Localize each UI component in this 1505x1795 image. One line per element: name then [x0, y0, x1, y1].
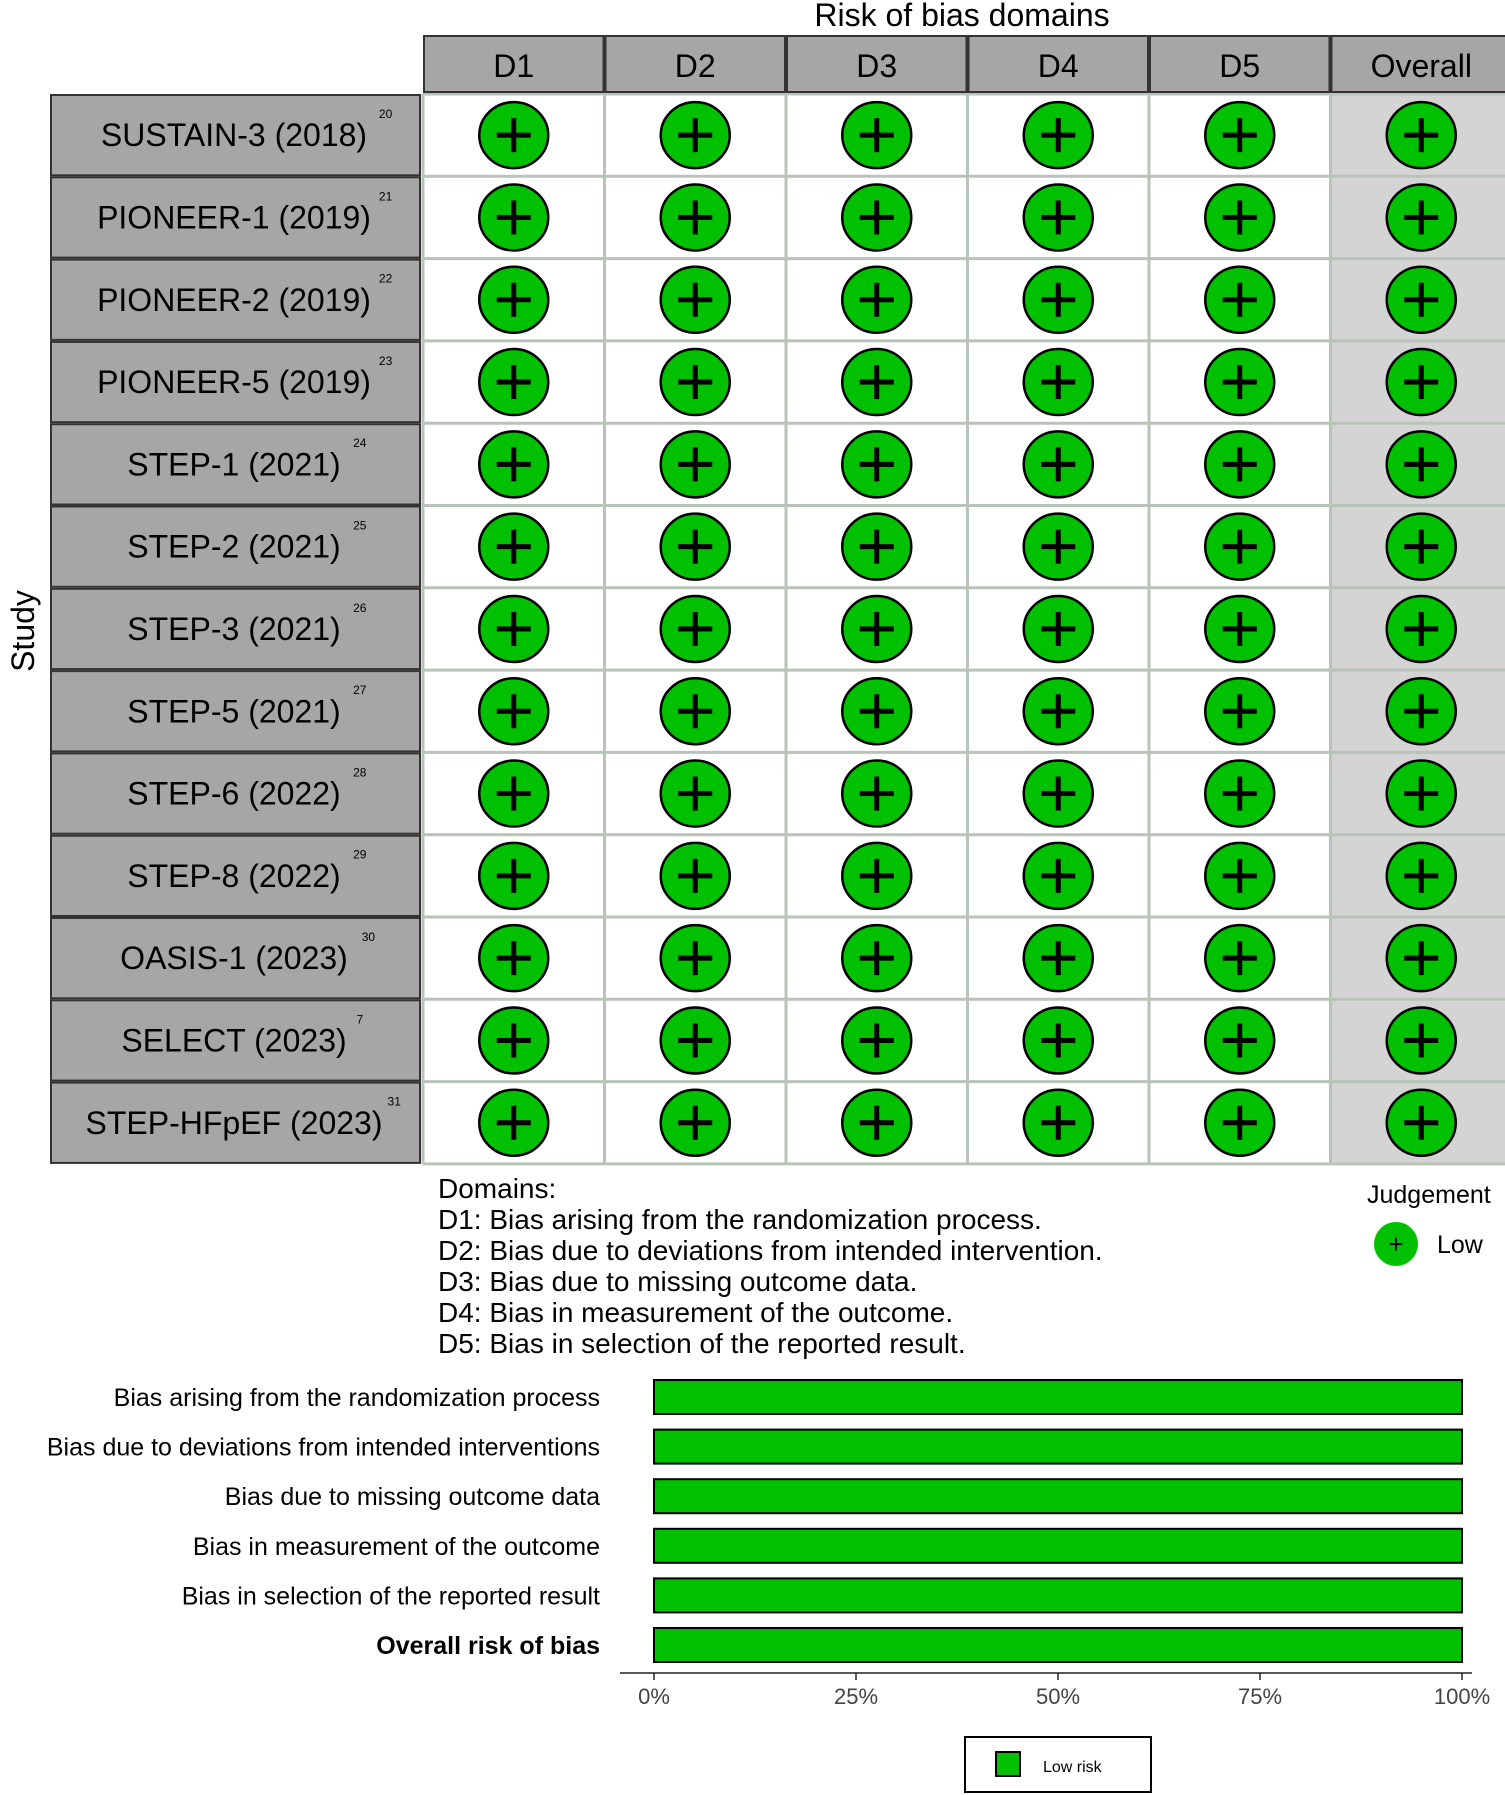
judgement-low-icon: [1205, 349, 1274, 415]
plus-vertical-stroke: [693, 777, 698, 811]
plus-vertical-stroke: [1419, 283, 1424, 317]
plus-vertical-stroke: [874, 447, 879, 481]
study-label: SUSTAIN-3 (2018): [100, 117, 368, 154]
plus-vertical-stroke: [1237, 941, 1242, 975]
judgement-low-icon: [661, 431, 730, 497]
plus-vertical-stroke: [874, 941, 879, 975]
judgement-low-icon: [1205, 102, 1274, 168]
judgement-low-icon: [1205, 1007, 1274, 1073]
column-header-label: D3: [856, 48, 898, 84]
judgement-low-icon: [842, 514, 911, 580]
plus-vertical-stroke: [693, 200, 698, 234]
plus-vertical-stroke: [1237, 530, 1242, 564]
bar-low-risk: [654, 1578, 1462, 1612]
judgement-legend: [1367, 1181, 1491, 1266]
plus-vertical-stroke: [511, 612, 516, 646]
judgement-low-icon: [1205, 1090, 1274, 1156]
judgement-low-icon: [1024, 102, 1093, 168]
study-label: STEP-2 (2021): [127, 528, 341, 565]
plus-vertical-stroke: [693, 612, 698, 646]
plus-vertical-stroke: [511, 1023, 516, 1057]
plus-vertical-stroke: [511, 118, 516, 152]
plus-vertical-stroke: [1419, 200, 1424, 234]
judgement-low-icon: [1205, 925, 1274, 991]
judgement-low-icon: [842, 1007, 911, 1073]
overall-category-label: Overall risk of bias: [376, 1632, 600, 1660]
plus-vertical-stroke: [693, 1106, 698, 1140]
study-axis-label: Study: [5, 590, 41, 672]
judgement-low-icon: [661, 349, 730, 415]
judgement-low-icon: [842, 349, 911, 415]
bar-low-risk: [654, 1430, 1462, 1464]
category-label: Bias in measurement of the outcome: [192, 1532, 600, 1561]
legend-item-low: [1374, 1222, 1484, 1266]
plus-vertical-stroke: [1419, 612, 1424, 646]
x-tick-label: 25%: [833, 1684, 879, 1709]
judgement-low-icon: [1387, 678, 1456, 744]
study-reference-number: 27: [353, 683, 367, 698]
study-label: STEP-1 (2021): [127, 446, 341, 483]
plus-vertical-stroke: [1419, 859, 1424, 893]
study-label: STEP-HFpEF (2023): [85, 1104, 383, 1141]
column-header-label: D4: [1037, 48, 1079, 84]
column-header-label: D2: [674, 48, 716, 84]
column-header-label: D5: [1219, 48, 1261, 84]
judgement-low-icon: [479, 102, 548, 168]
plus-vertical-stroke: [1237, 612, 1242, 646]
plus-vertical-stroke: [693, 365, 698, 399]
plus-vertical-stroke: [511, 365, 516, 399]
plus-vertical-stroke: [1056, 694, 1061, 728]
judgement-low-icon: [842, 678, 911, 744]
judgement-low-icon: [1205, 761, 1274, 827]
plus-vertical-stroke: [511, 941, 516, 975]
bar-low-risk: [654, 1628, 1462, 1662]
judgement-low-icon: [661, 1007, 730, 1073]
judgement-low-icon: [661, 761, 730, 827]
judgement-low-icon: [842, 431, 911, 497]
x-tick-label: 50%: [1035, 1684, 1081, 1709]
legend-symbol: +: [1388, 1229, 1404, 1259]
judgement-low-icon: [479, 678, 548, 744]
plus-vertical-stroke: [1419, 365, 1424, 399]
plus-vertical-stroke: [693, 447, 698, 481]
domain-description-line: D3: Bias due to missing outcome data.: [438, 1266, 918, 1297]
plus-vertical-stroke: [1419, 118, 1424, 152]
judgement-low-icon: [1387, 102, 1456, 168]
plus-vertical-stroke: [1056, 1023, 1061, 1057]
judgement-low-icon: [1387, 925, 1456, 991]
plus-vertical-stroke: [1056, 530, 1061, 564]
plus-vertical-stroke: [511, 694, 516, 728]
judgement-low-icon: [661, 843, 730, 909]
judgement-low-icon: [1024, 596, 1093, 662]
plus-vertical-stroke: [1056, 941, 1061, 975]
plus-vertical-stroke: [511, 530, 516, 564]
plus-vertical-stroke: [693, 694, 698, 728]
judgement-low-icon: [1205, 596, 1274, 662]
study-label: OASIS-1 (2023): [120, 940, 348, 977]
traffic-light-plot: [5, 0, 1505, 1164]
judgement-low-icon: [661, 267, 730, 333]
study-label: PIONEER-2 (2019): [97, 281, 371, 318]
plus-vertical-stroke: [693, 1023, 698, 1057]
column-header-label: Overall: [1370, 48, 1472, 84]
plus-vertical-stroke: [511, 283, 516, 317]
judgement-low-icon: [1024, 843, 1093, 909]
traffic-light-title: Risk of bias domains: [814, 0, 1110, 33]
plus-vertical-stroke: [1237, 200, 1242, 234]
judgement-low-icon: [479, 1007, 548, 1073]
judgement-low-icon: [479, 1090, 548, 1156]
judgement-low-icon: [1205, 843, 1274, 909]
plus-vertical-stroke: [1237, 1023, 1242, 1057]
judgement-low-icon: [1387, 761, 1456, 827]
plus-vertical-stroke: [693, 859, 698, 893]
judgement-low-icon: [1205, 514, 1274, 580]
domain-description-line: D4: Bias in measurement of the outcome.: [438, 1297, 954, 1328]
judgement-low-icon: [1205, 184, 1274, 250]
legend-low-risk-swatch: [996, 1752, 1020, 1776]
study-reference-number: 23: [378, 353, 393, 368]
plus-vertical-stroke: [1419, 694, 1424, 728]
legend-label: Low: [1437, 1231, 1483, 1259]
judgement-low-icon: [1387, 431, 1456, 497]
plus-vertical-stroke: [874, 530, 879, 564]
judgement-low-icon: [1024, 349, 1093, 415]
plus-vertical-stroke: [1056, 447, 1061, 481]
study-reference-number: 26: [353, 600, 367, 615]
legend-low-risk-label: Low risk: [1043, 1759, 1102, 1776]
study-label: STEP-5 (2021): [127, 693, 341, 730]
plus-vertical-stroke: [1419, 1106, 1424, 1140]
plus-vertical-stroke: [1419, 530, 1424, 564]
plus-vertical-stroke: [874, 118, 879, 152]
study-reference-number: 31: [387, 1094, 401, 1109]
judgement-low-icon: [1387, 1090, 1456, 1156]
bar-low-risk: [654, 1529, 1462, 1563]
plus-vertical-stroke: [1056, 612, 1061, 646]
plus-vertical-stroke: [511, 447, 516, 481]
plus-vertical-stroke: [1237, 694, 1242, 728]
domain-description-line: D1: Bias arising from the randomization process.: [438, 1204, 1042, 1235]
judgement-low-icon: [661, 514, 730, 580]
category-label: Bias due to deviations from intended interventions: [46, 1433, 600, 1462]
judgement-low-icon: [479, 596, 548, 662]
plus-vertical-stroke: [1419, 777, 1424, 811]
plus-vertical-stroke: [693, 118, 698, 152]
judgement-low-icon: [1205, 431, 1274, 497]
judgement-low-icon: [842, 1090, 911, 1156]
judgement-low-icon: [1024, 514, 1093, 580]
plus-vertical-stroke: [1056, 777, 1061, 811]
judgement-low-icon: [1024, 431, 1093, 497]
judgement-low-icon: [661, 678, 730, 744]
category-label: Bias in selection of the reported result: [181, 1582, 600, 1611]
plus-vertical-stroke: [1419, 447, 1424, 481]
category-label: Bias due to missing outcome data: [224, 1483, 600, 1512]
judgement-low-icon: [1387, 514, 1456, 580]
plus-vertical-stroke: [1056, 1106, 1061, 1140]
study-label: SELECT (2023): [121, 1022, 347, 1059]
traffic-light-grid: [51, 36, 1505, 1164]
domain-description-line: D2: Bias due to deviations from intended intervention.: [438, 1235, 1103, 1266]
study-reference-number: 7: [356, 1012, 364, 1027]
x-tick-label: 75%: [1237, 1684, 1283, 1709]
plus-vertical-stroke: [874, 694, 879, 728]
judgement-low-icon: [1387, 349, 1456, 415]
study-reference-number: 29: [353, 847, 367, 862]
judgement-low-icon: [1387, 184, 1456, 250]
judgement-low-icon: [1024, 1007, 1093, 1073]
domain-description-list: [438, 1204, 1103, 1359]
judgement-low-icon: [1024, 925, 1093, 991]
plus-vertical-stroke: [874, 365, 879, 399]
plus-vertical-stroke: [874, 283, 879, 317]
judgement-low-icon: [479, 349, 548, 415]
study-reference-number: 24: [353, 436, 367, 451]
plus-vertical-stroke: [511, 859, 516, 893]
judgement-low-icon: [1387, 267, 1456, 333]
plus-vertical-stroke: [1237, 118, 1242, 152]
study-label: STEP-6 (2022): [127, 775, 341, 812]
judgement-low-icon: [661, 102, 730, 168]
judgement-low-icon: [1024, 761, 1093, 827]
judgement-low-icon: [842, 267, 911, 333]
plus-vertical-stroke: [511, 200, 516, 234]
plus-vertical-stroke: [874, 200, 879, 234]
plus-vertical-stroke: [693, 530, 698, 564]
judgement-low-icon: [842, 843, 911, 909]
judgement-low-icon: [479, 843, 548, 909]
plus-vertical-stroke: [693, 283, 698, 317]
judgement-legend-items: [1374, 1222, 1484, 1266]
plus-vertical-stroke: [874, 777, 879, 811]
study-label: PIONEER-1 (2019): [97, 199, 371, 236]
study-label: PIONEER-5 (2019): [97, 364, 371, 401]
plus-vertical-stroke: [1056, 365, 1061, 399]
plus-vertical-stroke: [1237, 777, 1242, 811]
summary-bar-chart: [47, 1380, 1490, 1792]
study-reference-number: 22: [378, 271, 393, 286]
column-header-label: D1: [493, 48, 535, 84]
plus-vertical-stroke: [693, 941, 698, 975]
judgement-low-icon: [479, 431, 548, 497]
plus-vertical-stroke: [1237, 283, 1242, 317]
x-tick-label: 100%: [1433, 1684, 1491, 1709]
judgement-low-icon: [842, 596, 911, 662]
judgement-legend-title: Judgement: [1367, 1181, 1491, 1209]
study-label: STEP-3 (2021): [127, 610, 341, 647]
judgement-low-icon: [1024, 267, 1093, 333]
x-tick-label: 0%: [638, 1684, 670, 1709]
judgement-low-icon: [1024, 678, 1093, 744]
plus-vertical-stroke: [1237, 365, 1242, 399]
plus-vertical-stroke: [511, 777, 516, 811]
judgement-low-icon: [842, 761, 911, 827]
bar-low-risk: [654, 1380, 1462, 1414]
plus-vertical-stroke: [1419, 1023, 1424, 1057]
judgement-low-icon: [479, 514, 548, 580]
study-reference-number: 20: [378, 107, 393, 121]
judgement-low-icon: [1205, 678, 1274, 744]
judgement-low-icon: [661, 925, 730, 991]
judgement-low-icon: [1024, 184, 1093, 250]
plus-vertical-stroke: [1237, 447, 1242, 481]
study-label: STEP-8 (2022): [127, 857, 341, 894]
judgement-low-icon: [1387, 843, 1456, 909]
category-label: Bias arising from the randomization process: [113, 1384, 600, 1412]
judgement-low-icon: [661, 596, 730, 662]
judgement-low-icon: [479, 267, 548, 333]
judgement-low-icon: [1387, 596, 1456, 662]
plus-vertical-stroke: [1419, 941, 1424, 975]
plus-vertical-stroke: [1056, 859, 1061, 893]
plus-vertical-stroke: [1056, 283, 1061, 317]
plus-vertical-stroke: [1237, 1106, 1242, 1140]
study-reference-number: 25: [353, 518, 367, 533]
judgement-low-icon: [1024, 1090, 1093, 1156]
judgement-low-icon: [1205, 267, 1274, 333]
study-reference-number: 21: [378, 189, 393, 204]
judgement-low-icon: [479, 761, 548, 827]
domain-descriptions: [438, 1173, 1103, 1359]
study-reference-number: 28: [353, 765, 367, 780]
judgement-low-icon: [1387, 1007, 1456, 1073]
judgement-low-icon: [661, 184, 730, 250]
judgement-low-icon: [842, 184, 911, 250]
bar-low-risk: [654, 1479, 1462, 1513]
bar-legend: [965, 1737, 1151, 1792]
plus-vertical-stroke: [874, 1106, 879, 1140]
judgement-low-icon: [661, 1090, 730, 1156]
judgement-low-icon: [842, 925, 911, 991]
plus-vertical-stroke: [874, 612, 879, 646]
plus-vertical-stroke: [1056, 200, 1061, 234]
judgement-low-icon: [842, 102, 911, 168]
domains-heading: Domains:: [438, 1173, 557, 1204]
judgement-low-icon: [479, 925, 548, 991]
study-reference-number: 30: [361, 930, 376, 944]
plus-vertical-stroke: [874, 859, 879, 893]
plus-vertical-stroke: [1056, 118, 1061, 152]
plus-vertical-stroke: [874, 1023, 879, 1057]
plus-vertical-stroke: [1237, 859, 1242, 893]
domain-description-line: D5: Bias in selection of the reported result.: [438, 1328, 966, 1359]
judgement-low-icon: [479, 184, 548, 250]
plus-vertical-stroke: [511, 1106, 516, 1140]
